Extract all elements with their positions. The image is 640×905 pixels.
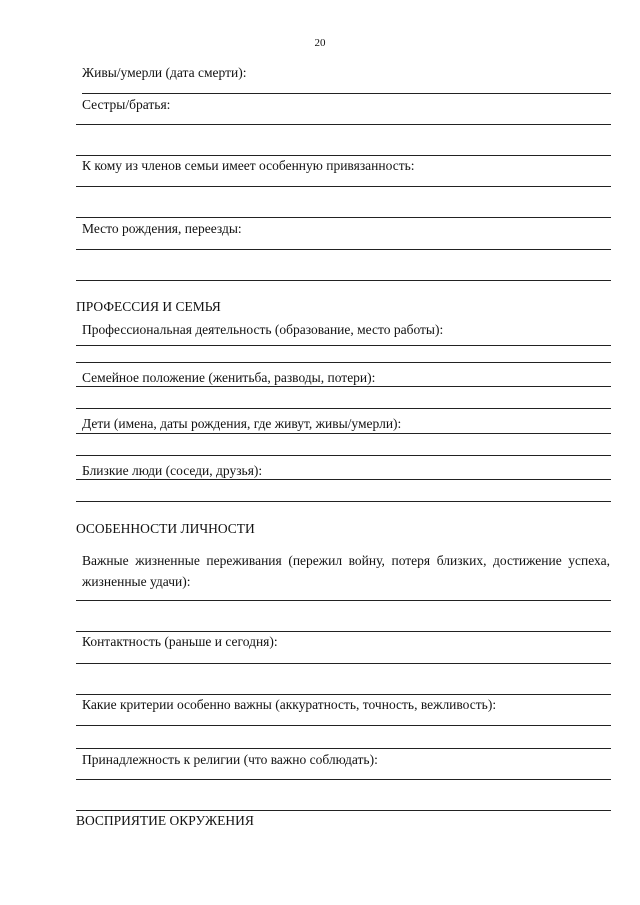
answer-line bbox=[76, 186, 611, 187]
answer-line bbox=[76, 362, 611, 363]
answer-line bbox=[76, 479, 611, 480]
page-number: 20 bbox=[314, 37, 326, 49]
answer-line bbox=[76, 408, 611, 409]
field-label-occupation: Профессиональная деятельность (образование, место работы): bbox=[82, 322, 444, 337]
section-title-profession: ПРОФЕССИЯ И СЕМЬЯ bbox=[76, 299, 221, 314]
field-label-marital: Семейное положение (женитьба, разводы, потери): bbox=[82, 370, 376, 385]
answer-line bbox=[76, 748, 611, 749]
field-label-criteria: Какие критерии особенно важны (аккуратность, точность, вежливость): bbox=[82, 697, 497, 712]
answer-line bbox=[76, 725, 611, 726]
section-title-perception: ВОСПРИЯТИЕ ОКРУЖЕНИЯ bbox=[76, 813, 254, 828]
answer-line bbox=[76, 433, 611, 434]
field-label-contact: Контактность (раньше и сегодня): bbox=[82, 634, 278, 649]
answer-line bbox=[76, 600, 611, 601]
field-label-siblings: Сестры/братья: bbox=[82, 97, 171, 112]
answer-line bbox=[76, 810, 611, 811]
answer-line bbox=[76, 345, 611, 346]
answer-line bbox=[76, 386, 611, 387]
field-label-experiences: Важные жизненные переживания (пережил войну, потеря близких, достижение успеха, жизненные удачи): bbox=[82, 553, 610, 589]
answer-line bbox=[76, 663, 611, 664]
answer-line bbox=[76, 694, 611, 695]
answer-line bbox=[76, 249, 611, 250]
field-label-religion: Принадлежность к религии (что важно соблюдать): bbox=[82, 752, 378, 767]
answer-line bbox=[76, 455, 611, 456]
field-label-birthplace: Место рождения, переезды: bbox=[82, 221, 242, 236]
field-label-children: Дети (имена, даты рождения, где живут, живы/умерли): bbox=[82, 416, 402, 431]
answer-line bbox=[76, 280, 611, 281]
answer-line bbox=[76, 155, 611, 156]
answer-line bbox=[76, 779, 611, 780]
section-title-personality: ОСОБЕННОСТИ ЛИЧНОСТИ bbox=[76, 521, 255, 536]
field-label-alive-dead: Живы/умерли (дата смерти): bbox=[82, 65, 247, 80]
answer-line bbox=[76, 217, 611, 218]
answer-line bbox=[76, 631, 611, 632]
field-label-attachment: К кому из членов семьи имеет особенную привязанность: bbox=[82, 158, 415, 173]
answer-line bbox=[76, 124, 611, 125]
answer-line bbox=[76, 501, 611, 502]
answer-line bbox=[82, 93, 611, 94]
field-label-close-people: Близкие люди (соседи, друзья): bbox=[82, 463, 263, 478]
